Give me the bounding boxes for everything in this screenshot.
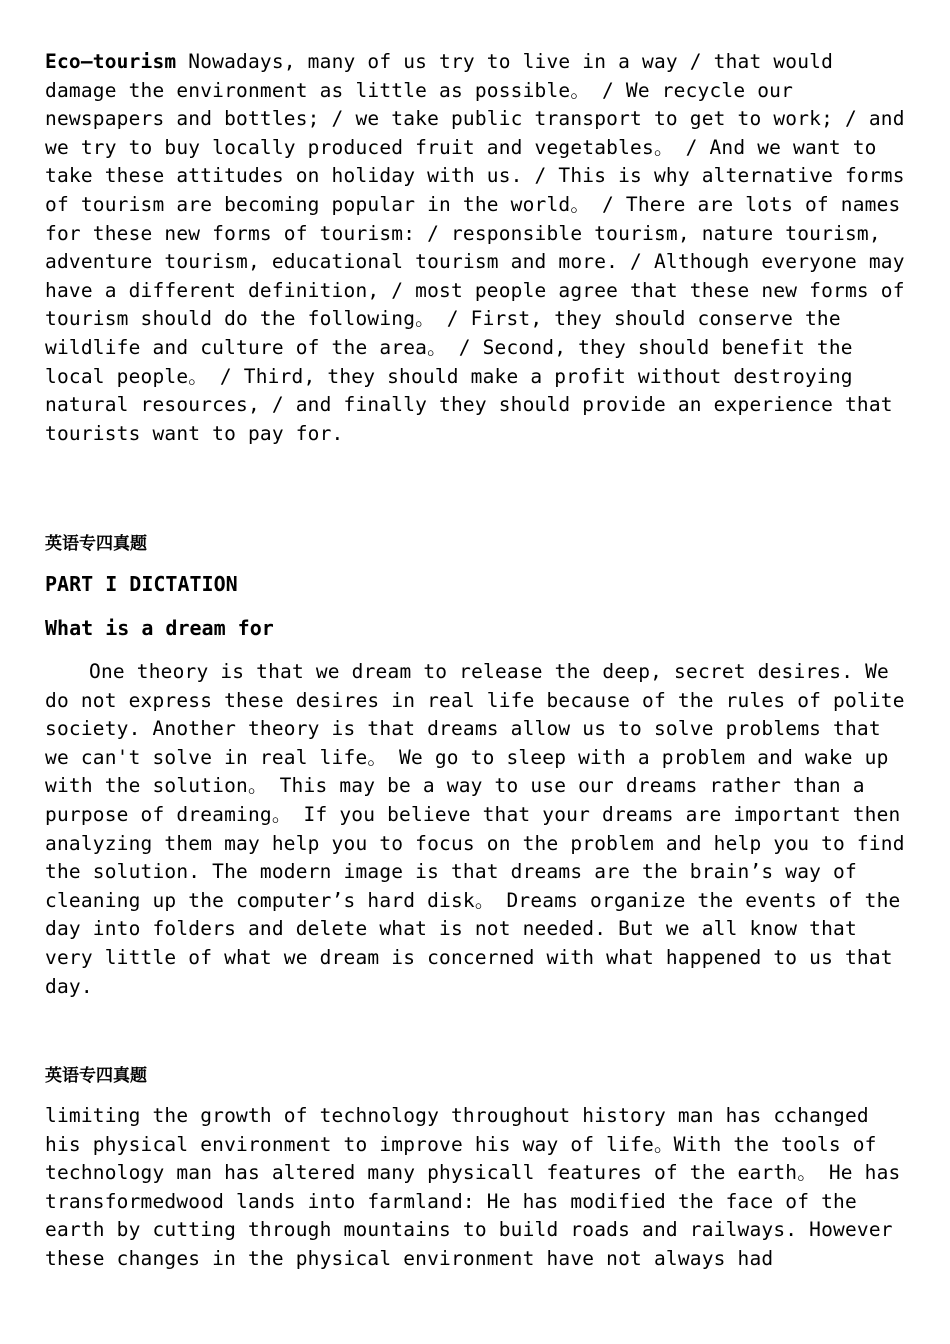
eco-tourism-body: Nowadays, many of us try to live in a way / that would damage the environment as little as possible。 / We recycle our newspapers and bottles; / we take public transport to get to work; / and we try to buy locally produced fruit and vegetables。 / And we want to take these attitudes on holiday with us. / This is why alternative forms of tourism are becoming popular in the world。 / There are lots of names for these new forms of tourism: / responsible tourism, nature tourism, adventure tourism, educational tourism and more. / Although everyone may have a different definition, / most people agree that these new forms of tourism should do the following。 / First, they should conserve the wildlife and culture of the area。 / Second, they should benefit the local people。 / Third, they should make a profit without destroying natural resources, / and finally they should provide an experience that tourists want to pay for.	[45, 50, 905, 445]
part-heading: PART I DICTATION	[45, 572, 238, 596]
dream-paragraph: One theory is that we dream to release the deep, secret desires. We do not express these desires in real life because of the rules of polite society. Another theory is that dreams allow us to solve problems that we can't solve in real life。 We go to sleep with a problem and wake up with the solution。 This may be a way to use our dreams rather than a purpose of dreaming。 If you believe that your dreams are important then analyzing them may help you to focus on the problem and help you to find the solution. The modern image is that dreams are the brain’s way of cleaning up the computer’s hard disk。 Dreams organize the events of the day into folders and delete what is not needed. But we all know that very little of what we dream is concerned with what happened to us that day.	[45, 660, 905, 998]
eco-tourism-paragraph	[45, 48, 905, 448]
technology-paragraph: limiting the growth of technology throughout history man has cchanged his physical environment to improve his way of life。With the tools of technology man has altered many physicall features of the earth。 He has transformedwood lands into farmland: He has modified the face of the earth by cutting through mountains to build roads and railways. However these changes in the physical environment have not always had	[45, 1104, 901, 1270]
exam-heading-1: 英语专四真题	[45, 534, 147, 554]
dictation-title: What is a dream for	[45, 616, 274, 640]
exam-heading-2: 英语专四真题	[45, 1066, 147, 1086]
eco-tourism-title: Eco—tourism	[45, 50, 177, 73]
